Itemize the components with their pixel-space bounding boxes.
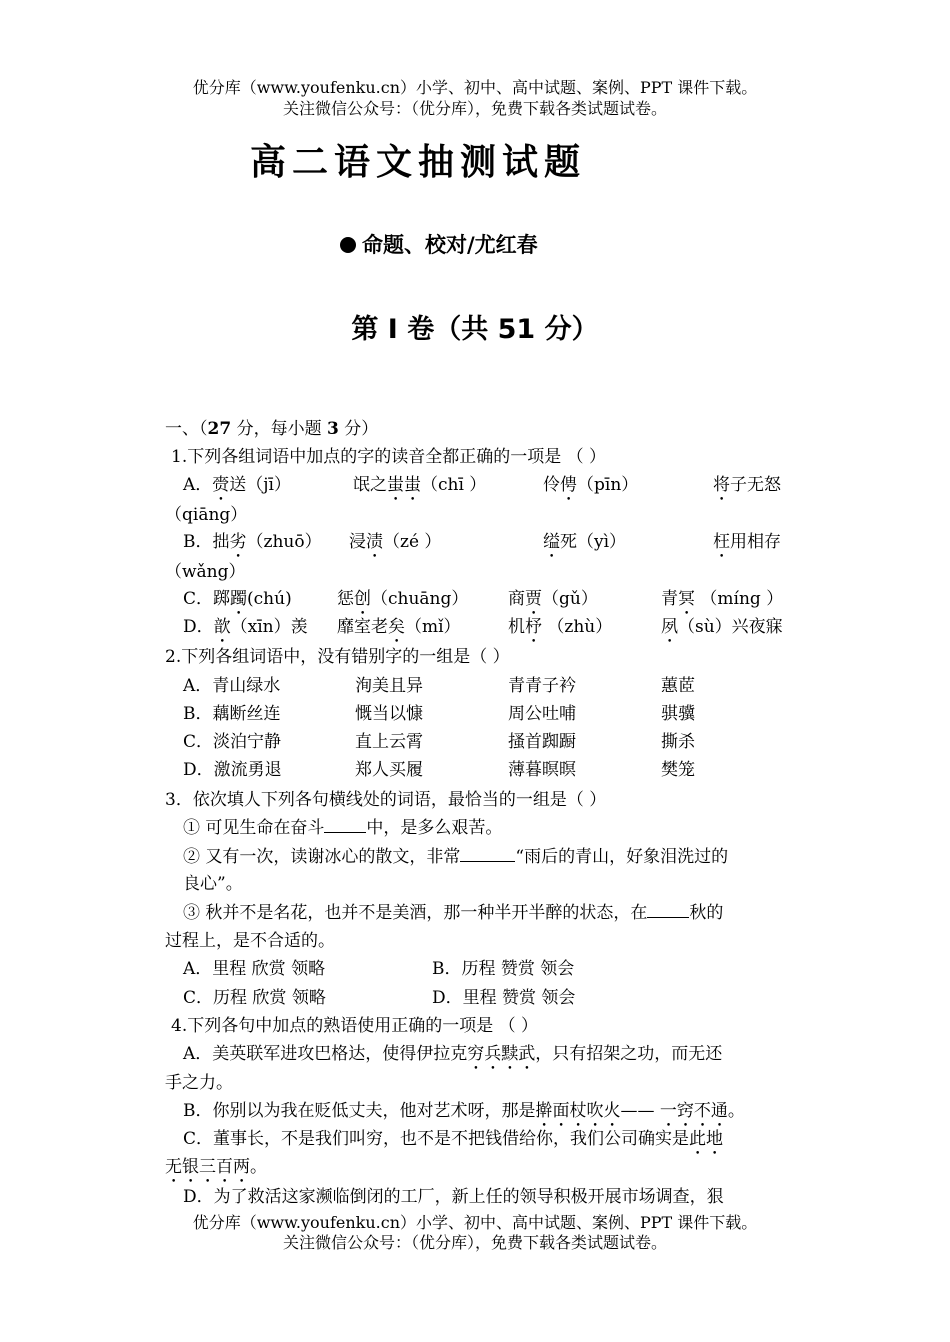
q2-cell: D．激流勇退: [183, 760, 282, 780]
q2-cell: 薄暮暝暝: [508, 760, 576, 780]
q2-cell: 撕杀: [661, 732, 695, 752]
author-text: 命题、校对/尤红春: [362, 233, 538, 257]
q2-cell: 骐骥: [661, 704, 695, 724]
blank-line: [460, 847, 515, 862]
q1-option-d3: 机杼 （zhù）: [508, 617, 613, 637]
q3-stem: 3．依次填人下列各句横线处的词语，最恰当的一组是（ ）: [165, 790, 607, 810]
q2-cell: 洵美且异: [355, 676, 423, 696]
q1-option-c2: 惩创（chuāng）: [337, 589, 469, 609]
q2-cell: 青青子衿: [508, 676, 576, 696]
blank-line: [324, 818, 366, 833]
q4-option-d: D．为了救活这家濒临倒闭的工厂，新上任的领导积极开展市场调查，狠: [183, 1187, 724, 1207]
q4-option-b: B．你别以为我在贬低丈夫，他对艺术呀，那是擀面杖吹火—— 一窍不通。: [183, 1101, 745, 1121]
q2-cell: 蕙茝: [661, 676, 695, 696]
q2-stem: 2.下列各组词语中，没有错别字的一组是（ ）: [165, 647, 510, 667]
q2-cell: 周公吐哺: [508, 704, 576, 724]
q1-option-c3: 商贾（gǔ）: [508, 589, 598, 609]
section-prefix: 一、（: [165, 419, 208, 439]
q1-stem: 1.下列各组词语中加点的字的读音全都正确的一项是 （ ）: [171, 447, 607, 467]
q2-cell: C．淡泊宁静: [183, 732, 282, 752]
q3-option-c: C．历程 欣赏 领略: [183, 988, 326, 1008]
q1-option-c4: 青冥 （míng ）: [661, 589, 784, 609]
q3-option-b: B．历程 赞赏 领会: [432, 959, 575, 979]
q1-option-a2: 氓之蚩蚩（chī ）: [353, 475, 487, 495]
q3-sentence-3: ③ 秋并不是名花，也并不是美酒，那一种半开半醉的状态，在 秋的: [183, 903, 724, 923]
q3-sentence-1: ① 可见生命在奋斗 中，是多么艰苦。: [183, 818, 503, 838]
q4-option-a: A．美英联军进攻巴格达，使得伊拉克穷兵黩武，只有招架之功，而无还: [183, 1044, 723, 1064]
q4-option-c: C．董事长，不是我们叫穷，也不是不把钱借给你，我们公司确实是此地: [183, 1129, 724, 1149]
author-line: [340, 230, 640, 260]
section-mid: 分，每小题: [231, 419, 327, 439]
q1-option-b4: 枉用相存: [713, 532, 781, 552]
q1-option-b-wrap: （wǎng）: [165, 562, 246, 582]
bullet-dot-icon: [340, 237, 356, 253]
section-suffix: 分）: [338, 419, 379, 439]
q1-option-c1: C．踯躅(chú): [183, 589, 292, 609]
q1-option-a1: A．赍送（jī）: [183, 475, 291, 495]
q2-cell: 郑人买履: [355, 760, 423, 780]
q3-sentence-2-wrap: 良心”。: [183, 874, 243, 894]
header-line-1: 优分库（www.youfenku.cn）小学、初中、高中试题、案例、PPT 课件下载。: [192, 78, 758, 97]
q2-cell: A．青山绿水: [183, 676, 281, 696]
q3-option-a: A．里程 欣赏 领略: [183, 959, 326, 979]
q1-option-a-wrap: （qiāng）: [165, 505, 248, 525]
q2-cell: 搔首踟蹰: [508, 732, 576, 752]
q3-sentence-2: ② 又有一次，读谢冰心的散文，非常 “雨后的青山，好象泪洗过的: [183, 847, 729, 867]
q1-option-b3: 缢死（yì）: [543, 532, 627, 552]
section-each: 3: [326, 419, 339, 439]
q2-cell: B．藕断丝连: [183, 704, 281, 724]
section-points: 27: [207, 419, 232, 439]
q1-option-a3: 伶俜（pīn）: [543, 475, 639, 495]
section-heading: [165, 417, 378, 441]
q1-option-d1: D．歆（xīn）羡: [183, 617, 308, 637]
header-line-2: 关注微信公众号：（优分库），免费下载各类试题试卷。: [282, 99, 667, 118]
q2-cell: 樊笼: [661, 760, 695, 780]
footer-line-2: 关注微信公众号：（优分库），免费下载各类试题试卷。: [282, 1233, 667, 1252]
page-title: 高二语文抽测试题: [250, 142, 587, 183]
q2-cell: 直上云霄: [355, 732, 423, 752]
q4-option-a-wrap: 手之力。: [165, 1073, 233, 1093]
q1-option-b2: 浸渍（zé ）: [349, 532, 442, 552]
blank-line: [647, 903, 689, 918]
q1-option-b1: B．拙劣（zhuō）: [183, 532, 322, 552]
q3-option-d: D．里程 赞赏 领会: [432, 988, 576, 1008]
q4-option-c-wrap: 无银三百两。: [165, 1157, 267, 1177]
footer-line-1: 优分库（www.youfenku.cn）小学、初中、高中试题、案例、PPT 课件下载。: [192, 1213, 758, 1232]
q1-option-a4: 将子无怒: [713, 475, 781, 495]
q1-option-d2: 靡室老矣（mǐ）: [337, 617, 461, 637]
q4-stem: 4.下列各句中加点的熟语使用正确的一项是 （ ）: [171, 1016, 539, 1036]
q3-sentence-3-wrap: 过程上，是不合适的。: [165, 931, 335, 951]
q1-option-d4: 夙（sù）兴夜寐: [661, 617, 783, 637]
q2-cell: 慨当以慷: [355, 704, 423, 724]
volume-heading: 第 I 卷（共 51 分）: [351, 314, 599, 345]
